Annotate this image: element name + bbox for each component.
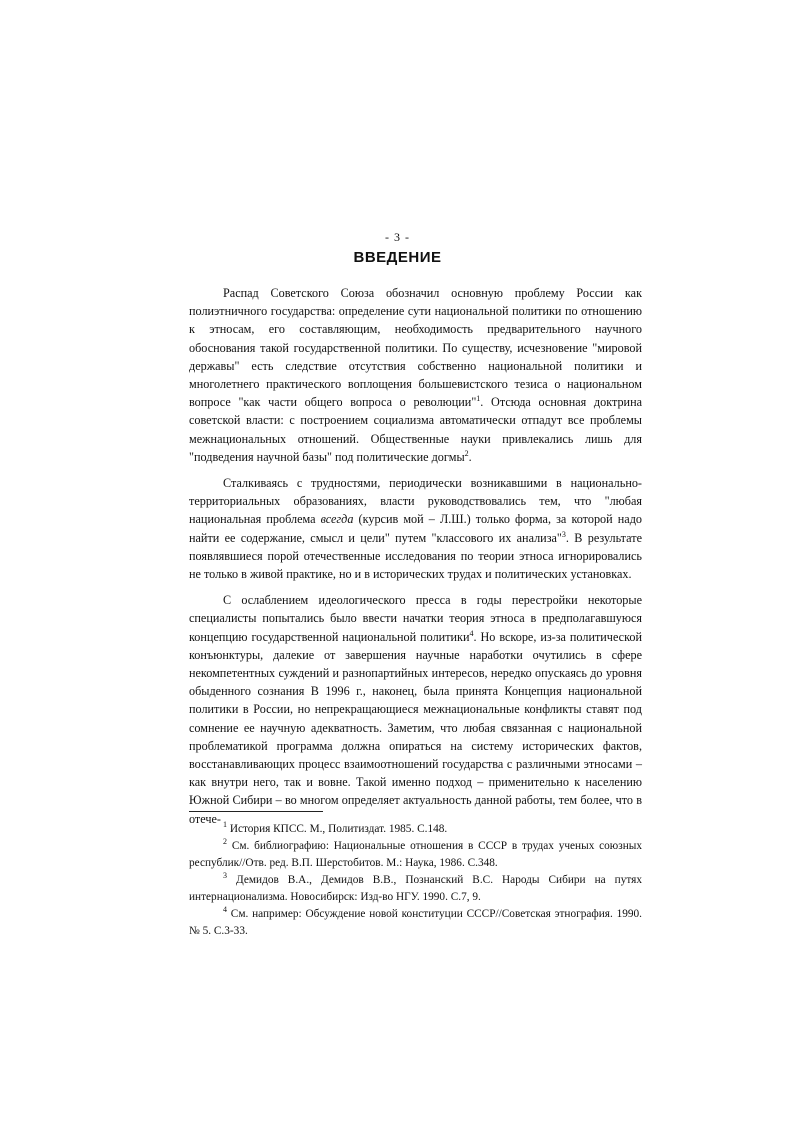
italic-emphasis: всегда (320, 512, 354, 527)
section-title: ВВЕДЕНИЕ (353, 249, 442, 266)
paragraph-1 (189, 284, 642, 466)
paragraph-text: . (468, 449, 472, 464)
footnote-reference: 1 (476, 394, 481, 404)
body-text (189, 284, 642, 828)
footnote-text: Демидов В.А., Демидов В.В., Познанский В.С. Народы Сибири на путях интернационализма. Новосибирск: Изд-во НГУ. 1990. С.7, 9. (189, 874, 642, 903)
footnote-reference: 4 (469, 628, 474, 638)
footnote-text: История КПСС. М., Политиздат. 1985. С.148. (229, 823, 448, 835)
footnote-number: 2 (223, 837, 227, 846)
paragraph-3 (189, 591, 642, 828)
page-number: - 3 - (385, 230, 410, 244)
footnote-reference: 3 (561, 529, 566, 539)
footnote-4 (189, 906, 642, 940)
paragraph-2 (189, 474, 642, 583)
paragraph-text: Распад Советского Союза обозначил основную проблему России как полиэтничного государства: определение сути национальной политики по отношению к этносам, его составляющим, необходимость предварительного научного обоснования такой государственной политики. По существу, исчезновение "мировой державы" есть следствие отсутствия собственно национальной политики и многолетнего практического воплощения большевистского тезиса о национальном вопросе "как части общего вопроса о революции" (189, 286, 642, 410)
paragraph-text: С ослаблением идеологического пресса в годы перестройки некоторые специалисты попытались было ввести начатки теория этноса в предполагавшуюся концепцию государственной национальной политики (189, 593, 642, 644)
footnote-1 (189, 821, 642, 838)
paragraph-text: . Отсюда основная доктрина советской власти: с построением социализма автоматически отпадут все проблемы межнациональных отношений. Общественные науки привлекались лишь для "подведения научной базы" под политические догмы (189, 395, 642, 464)
paragraph-text: Сталкиваясь с трудностями, периодически возникавшими в национально-территориальных образованиях, власти руководствовались тем, что "любая национальная проблема (189, 476, 642, 527)
footnote-text: См. библиографию: Национальные отношения в СССР в трудах ученых союзных республик//Отв. ред. В.П. Шерстобитов. М.: Наука, 1986. С.348. (189, 840, 642, 869)
footnote-reference: 2 (464, 448, 469, 458)
footnote-text: См. например: Обсуждение новой конституции СССР//Советская этнография. 1990. № 5. С.3-33. (189, 908, 642, 937)
paragraph-text: . В результате появлявшиеся порой отечественные исследования по теории этноса игнорировались не только в живой практике, но и в исторических трудах и политических установках. (189, 530, 642, 582)
paragraph-text: . Но вскоре, из-за политической конъюнктуры, далекие от завершения научные наработки очутились в сфере некомпетентных суждений и разнопартийных интересов, нередко опускаясь до уровня обыденного сознания В 1996 г., наконец, была принята Концепция национальной политики в России, но непрекращающиеся межнациональные конфликты ставят под сомнение ее научную адекватность. Заметим, что любая связанная с национальной проблематикой программа должна опираться на систему исторических фактов, восстанавливающих процесс взаимоотношений государства с различными этносами – как внутри него, так и вовне. Такой именно подход – применительно к населению Южной Сибири – во многом определяет актуальность данной работы, тем более, что в отече- (189, 629, 642, 826)
footnote-number: 4 (223, 905, 227, 914)
footnote-number: 1 (223, 820, 227, 829)
footnote-3 (189, 872, 642, 906)
paragraph-text: (курсив мой – Л.Ш.) только форма, за которой надо найти ее содержание, смысл и цели" путем "классового их анализа" (189, 512, 642, 545)
footnote-2 (189, 838, 642, 872)
footnote-number: 3 (223, 871, 227, 880)
footnotes (189, 821, 642, 940)
footnote-divider (189, 811, 323, 812)
